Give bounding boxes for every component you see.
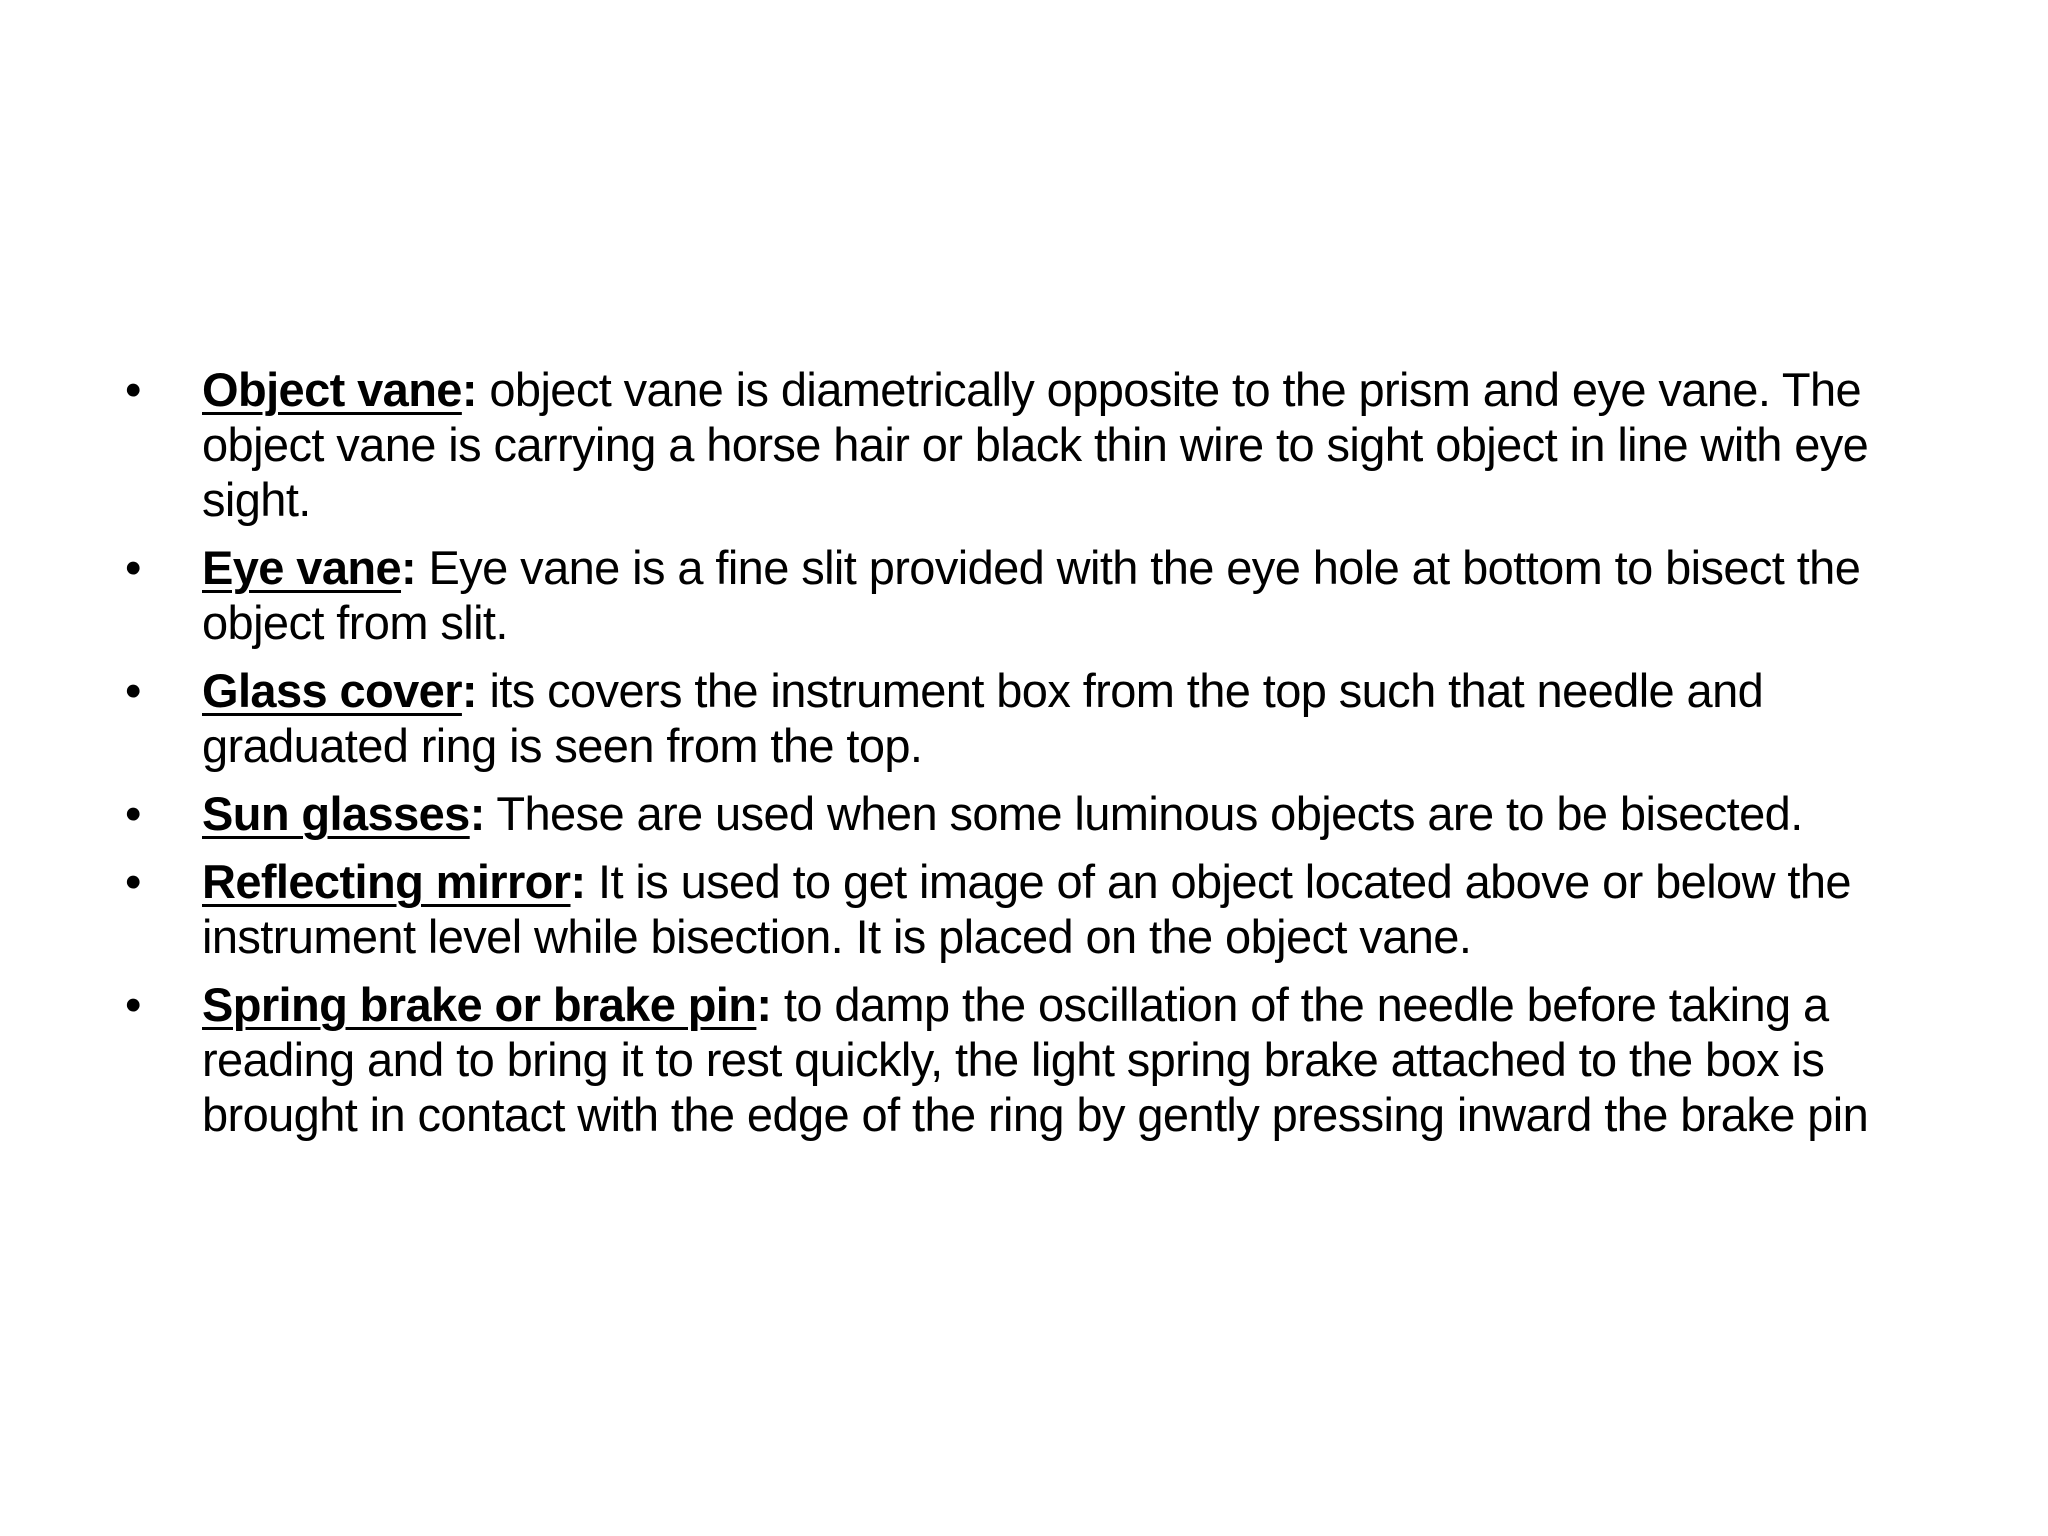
- term-colon: :: [401, 541, 417, 594]
- definition-sun-glasses: These are used when some luminous objects are to be bisected.: [484, 787, 1803, 840]
- term-spring-brake: Spring brake or brake pin: [202, 978, 757, 1031]
- definition-spring-brake: to damp the oscillation of the needle before taking a reading and to bring it to rest quickly, the light spring brake attached to the box is brought in contact with the edge of the ring by gently pressing inward the brake pin: [202, 978, 1869, 1141]
- list-item-eye-vane: [120, 540, 1922, 650]
- definition-glass-cover: its covers the instrument box from the top such that needle and graduated ring is seen from the top.: [202, 664, 1764, 772]
- list-item-glass-cover: [120, 663, 1922, 773]
- list-item-spring-brake: [120, 977, 1922, 1142]
- term-colon: :: [756, 978, 772, 1031]
- term-colon: :: [469, 787, 485, 840]
- list-item-reflecting-mirror: [120, 854, 2002, 964]
- list-item-object-vane: [120, 362, 1922, 527]
- term-eye-vane: Eye vane: [202, 541, 402, 594]
- term-colon: :: [461, 664, 477, 717]
- bullet-icon: •: [125, 978, 141, 1031]
- definition-reflecting-mirror: It is used to get image of an object located above or below the instrument level while bisection. It is placed on the object vane.: [202, 855, 1851, 963]
- bullet-icon: •: [125, 363, 141, 416]
- term-sun-glasses: Sun glasses: [202, 787, 470, 840]
- bullet-list: [120, 362, 2020, 1155]
- term-colon: :: [461, 363, 477, 416]
- term-glass-cover: Glass cover: [202, 664, 462, 717]
- term-object-vane: Object vane: [202, 363, 462, 416]
- bullet-icon: •: [125, 855, 141, 908]
- bullet-icon: •: [125, 664, 141, 717]
- definition-object-vane: object vane is diametrically opposite to the prism and eye vane. The object vane is carrying a horse hair or black thin wire to sight object in line with eye sight.: [202, 363, 1869, 526]
- bullet-icon: •: [125, 787, 141, 840]
- list-item-sun-glasses: [120, 786, 1922, 841]
- bullet-icon: •: [125, 541, 141, 594]
- definition-eye-vane: Eye vane is a fine slit provided with the eye hole at bottom to bisect the object from slit.: [202, 541, 1861, 649]
- term-colon: :: [570, 855, 586, 908]
- term-reflecting-mirror: Reflecting mirror: [202, 855, 571, 908]
